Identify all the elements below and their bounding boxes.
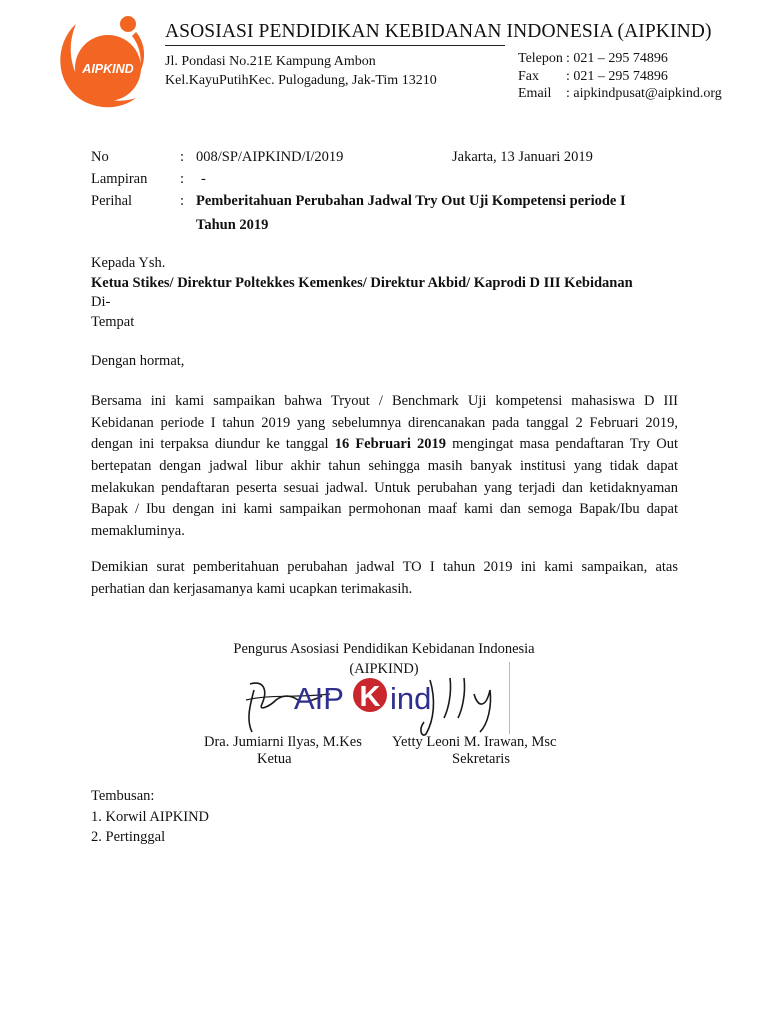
letter-date: Jakarta, 13 Januari 2019 bbox=[452, 149, 593, 165]
colon: : bbox=[180, 149, 185, 165]
subject-line-2: Tahun 2019 bbox=[196, 217, 269, 233]
body-line: bertepatan dengan jadwal libur akhir tahun sehingga masih banyak institusi yang tidak dapat bbox=[91, 458, 678, 475]
new-date-emphasis: 16 Februari 2019 bbox=[334, 436, 447, 453]
body-paragraph-1 bbox=[91, 391, 678, 543]
aipkind-logo bbox=[52, 10, 156, 114]
letter-number-value: 008/SP/AIPKIND/I/2019 bbox=[196, 149, 344, 165]
address-line-2: Kel.KayuPutihKec. Pulogadung, Jak-Tim 13210 bbox=[165, 73, 437, 88]
signature-divider bbox=[509, 662, 510, 734]
colon: : bbox=[180, 193, 185, 209]
recipient-place: Tempat bbox=[91, 314, 135, 330]
body-line: Demikian surat pemberitahuan perubahan jadwal TO I tahun 2019 ini kami sampaikan, atas bbox=[91, 559, 678, 575]
svg-text:AIP: AIP bbox=[294, 681, 344, 716]
fax-value: : 021 – 295 74896 bbox=[566, 68, 668, 84]
body-text: mengingat masa pendaftaran Try Out bbox=[446, 436, 678, 453]
fax-label: Fax bbox=[518, 68, 539, 84]
recipient-name: Ketua Stikes/ Direktur Poltekkes Kemenkes/ Direktur Akbid/ Kaprodi D III Kebidanan bbox=[91, 275, 633, 291]
fax-row bbox=[518, 68, 722, 86]
svg-text:AIPKIND: AIPKIND bbox=[82, 62, 134, 76]
body-line-with-date bbox=[91, 434, 678, 456]
email-label: Email bbox=[518, 86, 552, 101]
greeting: Dengan hormat, bbox=[91, 353, 185, 369]
body-line: memakluminya. bbox=[91, 523, 185, 540]
colon: : bbox=[180, 171, 185, 187]
body-paragraph-2 bbox=[91, 557, 678, 600]
carbon-copy-title: Tembusan: bbox=[91, 788, 155, 804]
body-line: perhatian dan kerjasamanya kami ucapkan terimakasih. bbox=[91, 580, 413, 597]
signer-1-role: Ketua bbox=[257, 751, 292, 767]
body-line: Bapak / Ibu dengan ini kami sampaikan permohonan maaf kami dan semoga Bapak/Ibu dapat bbox=[91, 501, 678, 518]
recipient-salutation: Kepada Ysh. bbox=[91, 255, 166, 271]
signer-2-role: Sekretaris bbox=[452, 751, 510, 767]
carbon-copy-list bbox=[91, 786, 209, 848]
signer-1-name: Dra. Jumiarni Ilyas, M.Kes bbox=[204, 734, 362, 750]
body-line: melakukan pendaftaran peserta sesuai jadwal. Untuk perubahan yang terjadi dan ketidaknyaman bbox=[91, 479, 678, 496]
recipient-di: Di- bbox=[91, 294, 111, 310]
carbon-copy-item: 1. Korwil AIPKIND bbox=[91, 808, 210, 825]
closing-organization-abbr: (AIPKIND) bbox=[349, 661, 419, 677]
letter-number-label: No bbox=[91, 149, 109, 165]
subject-label: Perihal bbox=[91, 193, 133, 209]
email-row bbox=[518, 85, 722, 103]
attachment-value: - bbox=[201, 171, 206, 187]
email-value: : aipkindpusat@aipkind.org bbox=[566, 86, 722, 101]
svg-text:ind: ind bbox=[390, 681, 432, 716]
body-line: Kebidanan periode I tahun 2019 yang sebelumnya direncanakan pada tanggal 2 Februari 2019, bbox=[91, 414, 678, 431]
aipkind-stamp bbox=[292, 675, 462, 719]
contact-block bbox=[518, 50, 722, 103]
phone-row bbox=[518, 50, 722, 68]
attachment-label: Lampiran bbox=[91, 171, 148, 187]
carbon-copy-item: 2. Pertinggal bbox=[91, 829, 166, 845]
signer-2-name: Yetty Leoni M. Irawan, Msc bbox=[392, 734, 557, 750]
address-line-1: Jl. Pondasi No.21E Kampung Ambon bbox=[165, 54, 376, 69]
organization-title: ASOSIASI PENDIDIKAN KEBIDANAN INDONESIA (AIPKIND) bbox=[165, 21, 712, 42]
phone-label: Telepon bbox=[518, 51, 563, 66]
address-block bbox=[165, 52, 437, 90]
phone-value: : 021 – 295 74896 bbox=[566, 51, 668, 66]
body-text: dengan ini terpaksa diundur ke tanggal bbox=[91, 436, 335, 453]
subject-line-1: Pemberitahuan Perubahan Jadwal Try Out Uji Kompetensi periode I bbox=[196, 193, 626, 209]
body-line: Bersama ini kami sampaikan bahwa Tryout / Benchmark Uji kompetensi mahasiswa D III bbox=[91, 393, 678, 409]
closing-organization: Pengurus Asosiasi Pendidikan Kebidanan Indonesia bbox=[233, 641, 535, 657]
svg-text:K: K bbox=[359, 681, 381, 713]
title-underline bbox=[165, 45, 505, 46]
